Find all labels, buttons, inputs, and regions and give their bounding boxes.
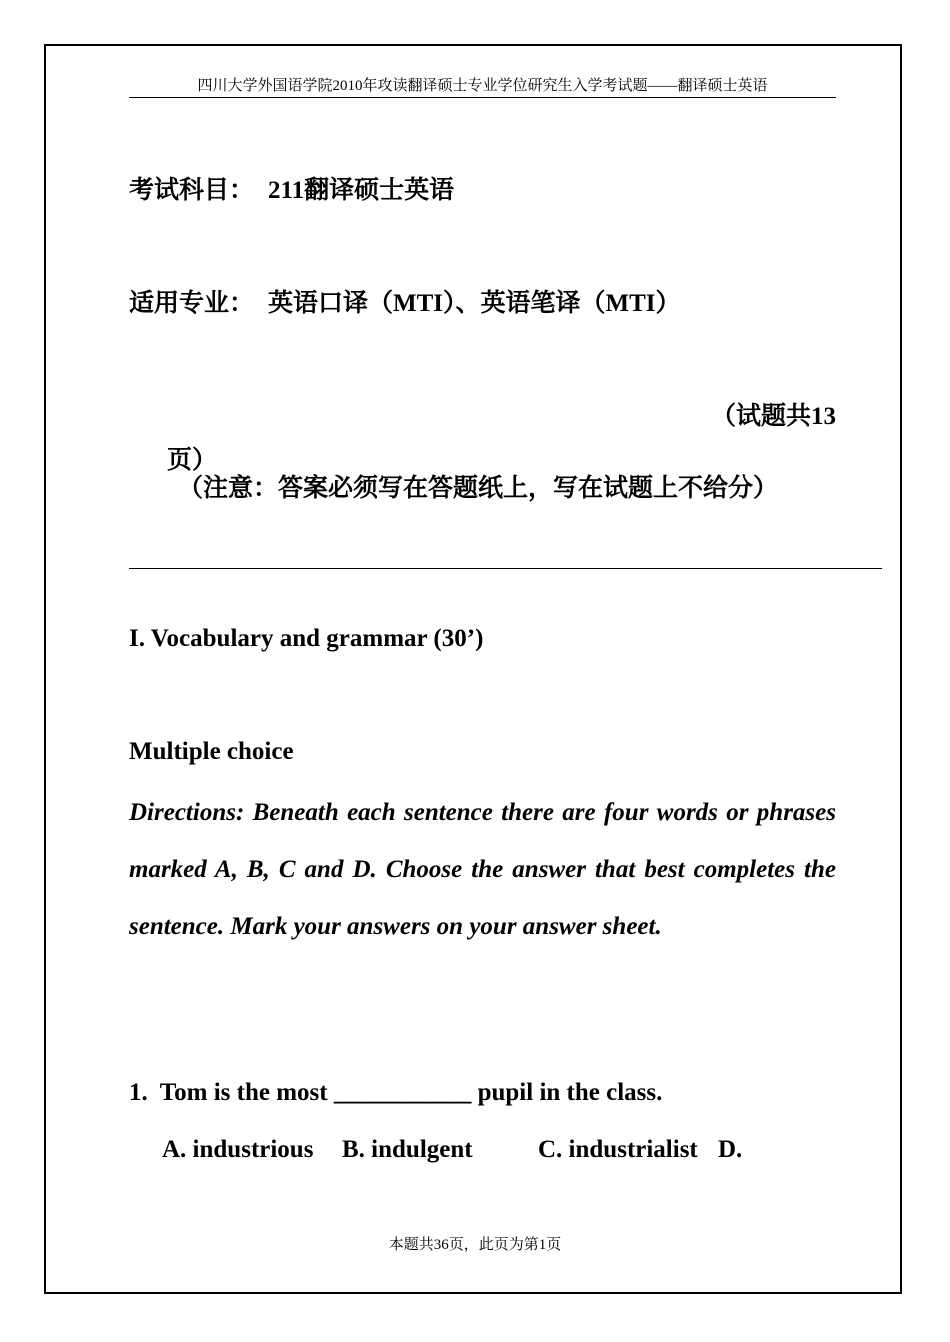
page-count-part1: （试题共13 (710, 403, 836, 430)
option-a: A. industrious (162, 1136, 314, 1163)
question-stem: Tom is the most ___________ pupil in the class. (159, 1079, 663, 1106)
question-number: 1. (129, 1079, 148, 1106)
subject-line (129, 170, 454, 206)
major-line (129, 283, 681, 319)
major-value: 英语口译（MTI）、英语笔译（MTI） (268, 290, 681, 317)
subject-label: 考试科目： (129, 177, 255, 204)
option-b: B. indulgent (342, 1136, 473, 1163)
major-label: 适用专业： (129, 290, 255, 317)
section-divider (129, 568, 882, 569)
section-subtitle: Multiple choice (129, 738, 294, 765)
option-c: C. industrialist (538, 1136, 698, 1163)
page-count-part2: 页） (167, 447, 218, 474)
page-header: 四川大学外国语学院2010年攻读翻译硕士专业学位研究生入学考试题——翻译硕士英语 (129, 76, 836, 98)
directions-text: Directions: Beneath each sentence there are four words or phrases marked A, B, C and D. Choose the answer that best completes the sentence. Mark your answers on your answer sheet. (129, 799, 836, 940)
section-title: I. Vocabulary and grammar (30’) (129, 625, 484, 652)
option-d: D. (718, 1136, 743, 1163)
subject-value: 211翻译硕士英语 (268, 177, 455, 204)
notice: （注意：答案必须写在答题纸上，写在试题上不给分） (178, 475, 779, 502)
question-1 (129, 1079, 662, 1107)
page-footer: 本题共36页，此页为第1页 (388, 1237, 562, 1253)
